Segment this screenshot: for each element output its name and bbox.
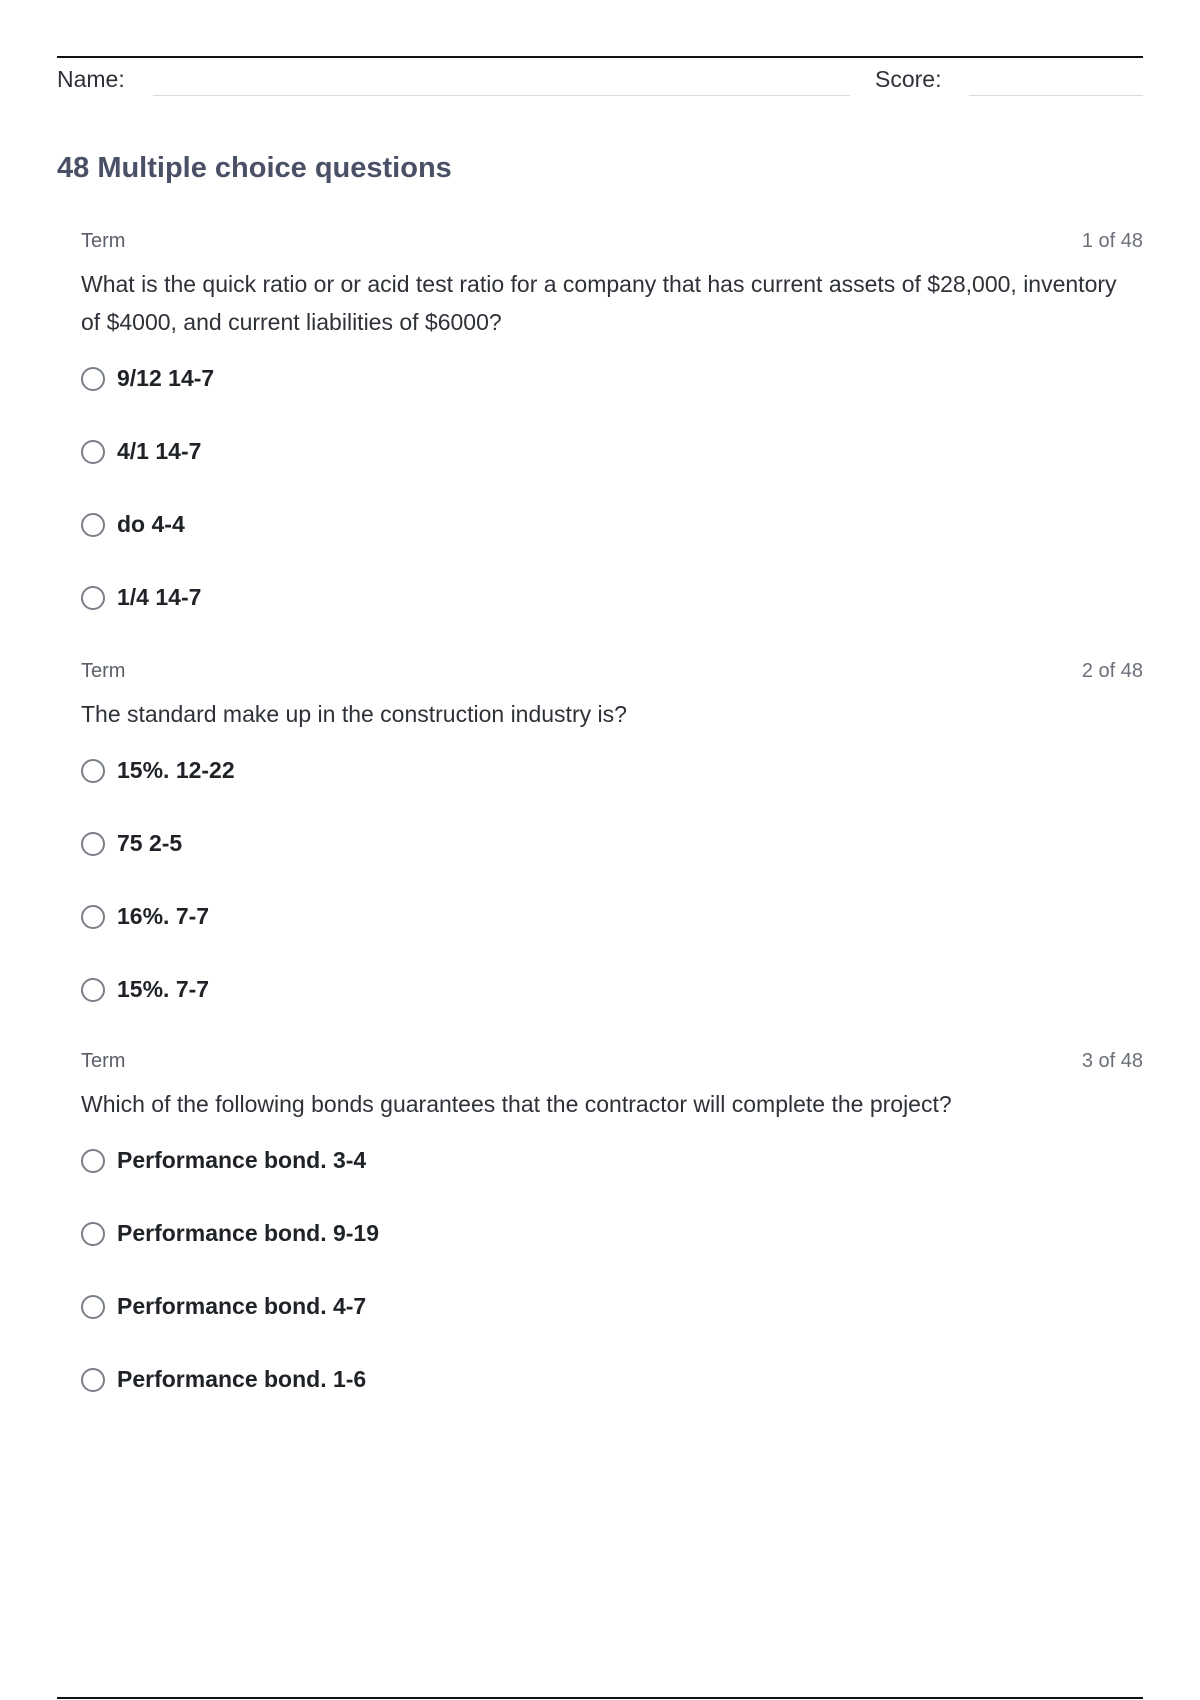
question-1 — [81, 227, 1143, 657]
term-label: Term — [81, 230, 126, 252]
answer-option-label: Performance bond. 3-4 — [117, 1147, 367, 1173]
radio-button-icon[interactable] — [81, 440, 105, 464]
question-counter: 2 of 48 — [1081, 660, 1143, 682]
section-title: 48 Multiple choice questions — [57, 152, 452, 184]
radio-button-icon[interactable] — [81, 513, 105, 537]
worksheet-page — [57, 0, 1143, 1700]
answer-option[interactable] — [81, 438, 1143, 511]
radio-button-icon[interactable] — [81, 905, 105, 929]
radio-button-icon[interactable] — [81, 367, 105, 391]
radio-button-icon[interactable] — [81, 586, 105, 610]
term-label: Term — [81, 660, 126, 682]
answer-option-label: Performance bond. 1-6 — [117, 1366, 367, 1392]
radio-button-icon[interactable] — [81, 978, 105, 1002]
answer-option-label: 1/4 14-7 — [117, 584, 202, 610]
radio-button-icon[interactable] — [81, 832, 105, 856]
answer-option[interactable] — [81, 1366, 1143, 1439]
radio-button-icon[interactable] — [81, 1149, 105, 1173]
answer-option-label: 4/1 14-7 — [117, 438, 202, 464]
question-2 — [81, 657, 1143, 1049]
radio-button-icon[interactable] — [81, 1222, 105, 1246]
answer-option-label: do 4-4 — [117, 511, 185, 537]
answer-option[interactable] — [81, 511, 1143, 584]
answer-option[interactable] — [81, 1220, 1143, 1293]
question-meta — [81, 657, 1143, 685]
question-text: What is the quick ratio or or acid test ratio for a company that has current assets of $28,000, inventory of $4000, and current liabilities of $6000? — [81, 271, 1117, 335]
answer-options — [81, 365, 1143, 657]
answer-options — [81, 1147, 1143, 1439]
answer-option-label: 9/12 14-7 — [117, 365, 215, 391]
question-3 — [81, 1047, 1143, 1439]
score-field-line[interactable] — [969, 95, 1143, 96]
question-text: The standard make up in the construction industry is? — [81, 701, 627, 727]
bottom-divider — [57, 1697, 1143, 1699]
worksheet-header — [57, 58, 1143, 98]
answer-option[interactable] — [81, 830, 1143, 903]
question-text: Which of the following bonds guarantees that the contractor will complete the project? — [81, 1091, 952, 1117]
radio-button-icon[interactable] — [81, 759, 105, 783]
score-label: Score: — [875, 66, 942, 92]
answer-option[interactable] — [81, 757, 1143, 830]
name-label: Name: — [57, 66, 125, 92]
radio-button-icon[interactable] — [81, 1295, 105, 1319]
question-meta — [81, 227, 1143, 255]
answer-option-label: Performance bond. 4-7 — [117, 1293, 367, 1319]
term-label: Term — [81, 1050, 126, 1072]
answer-option[interactable] — [81, 903, 1143, 976]
answer-option[interactable] — [81, 1293, 1143, 1366]
answer-option-label: 15%. 12-22 — [117, 757, 235, 783]
answer-option[interactable] — [81, 365, 1143, 438]
question-counter: 1 of 48 — [1081, 230, 1143, 252]
answer-option[interactable] — [81, 976, 1143, 1049]
answer-option-label: 15%. 7-7 — [117, 976, 210, 1002]
answer-option[interactable] — [81, 584, 1143, 657]
radio-button-icon[interactable] — [81, 1368, 105, 1392]
answer-option[interactable] — [81, 1147, 1143, 1220]
answer-option-label: 75 2-5 — [117, 830, 183, 856]
answer-options — [81, 757, 1143, 1049]
answer-option-label: 16%. 7-7 — [117, 903, 210, 929]
question-meta — [81, 1047, 1143, 1075]
question-counter: 3 of 48 — [1081, 1050, 1143, 1072]
name-field-line[interactable] — [153, 95, 850, 96]
answer-option-label: Performance bond. 9-19 — [117, 1220, 380, 1246]
